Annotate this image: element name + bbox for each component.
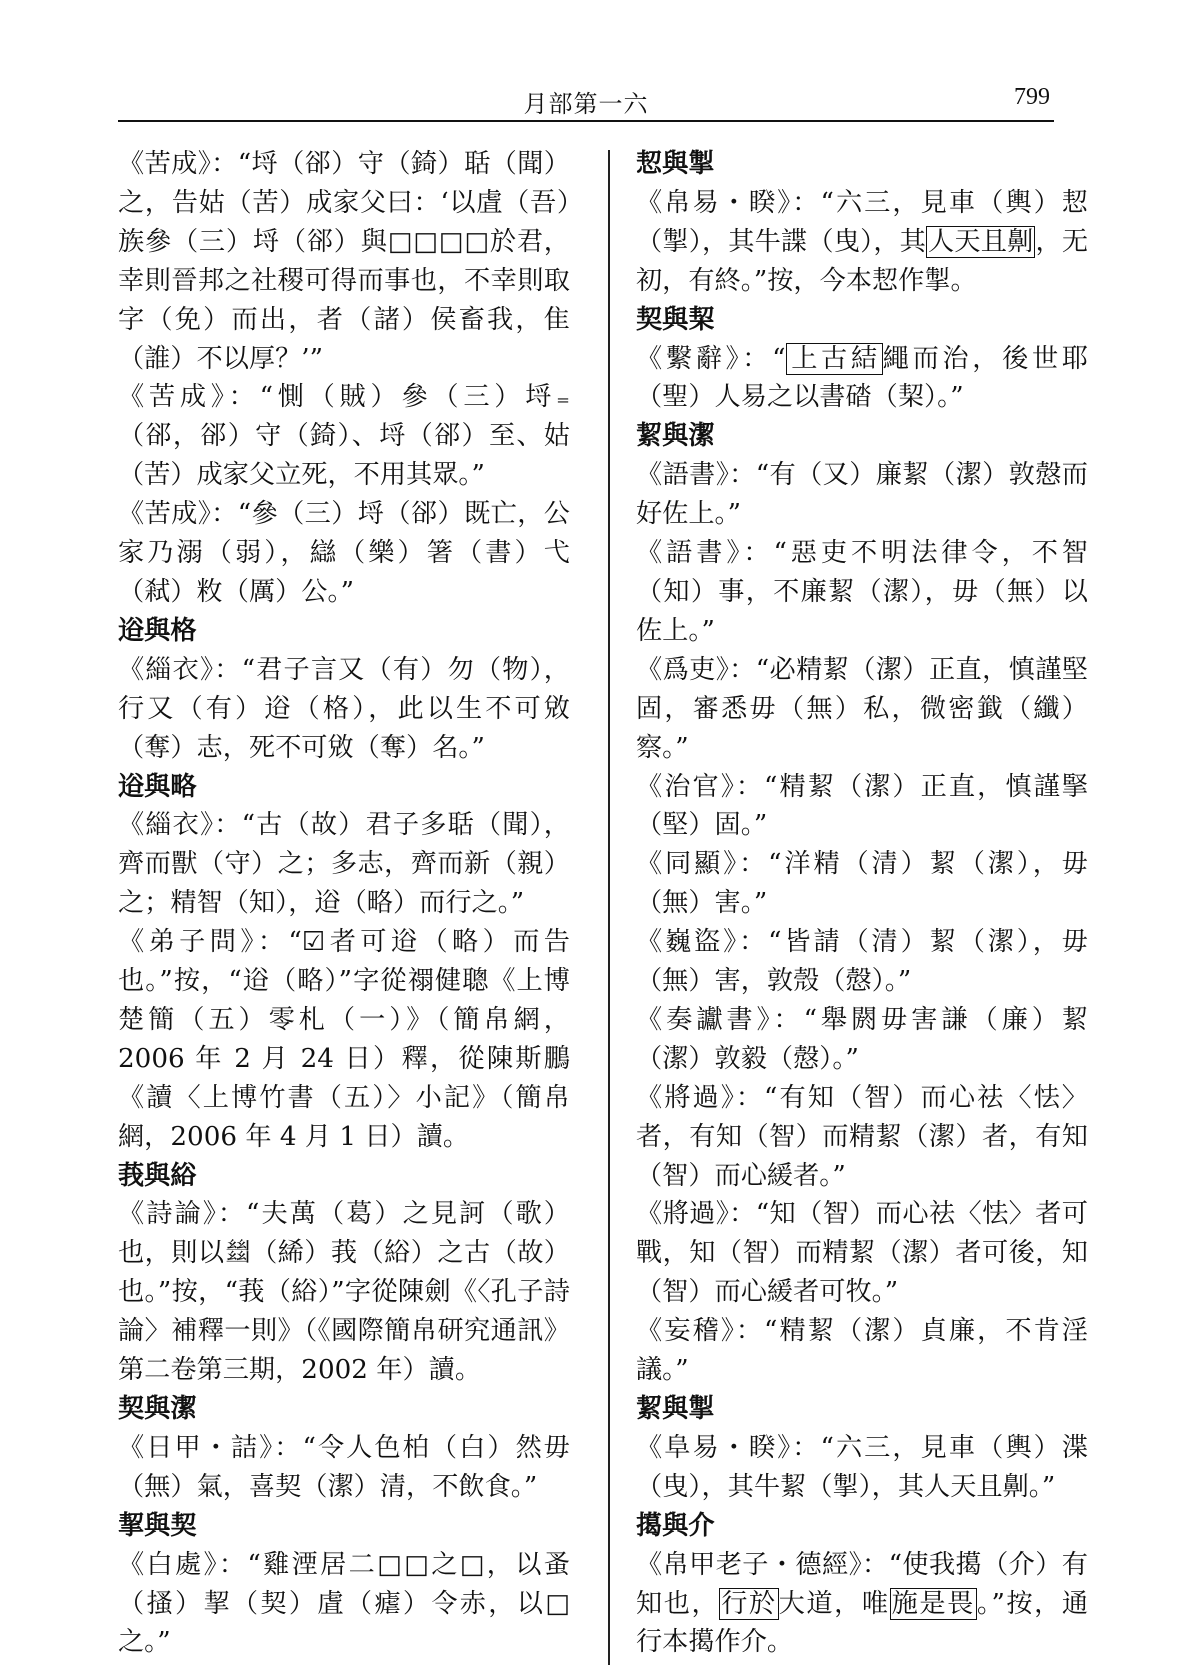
citation-paragraph: 《苦成》：“埒（郤）守（錡）聒（聞）之，告姑（苦）成家父曰：‘以虘（吾）族參（三）埒（郤）與□□□□於君，幸則晉邦之社稷可得而事也，不幸則取字（免）而出，者（諸）侯畜我，隹（誰）不以厚？’” [118, 149, 570, 374]
citation-paragraph: 《治官》：“精絜（潔）正直，慎謹掔（堅）固。” [636, 771, 1088, 841]
text-run: 《帛甲老子・德經》：“使我擖（介）有知也， [636, 1549, 1088, 1619]
text-run: 大道，唯 [778, 1588, 890, 1619]
entry-heading: 契與潔 [118, 1394, 197, 1424]
citation-paragraph [636, 1546, 1088, 1663]
running-title: 月部第一六 [523, 90, 649, 118]
boxed-text: 行於 [721, 1588, 777, 1619]
citation-paragraph [636, 340, 1088, 418]
citation-paragraph: 《妄稽》：“精絜（潔）貞廉，不肯淫議。” [636, 1316, 1088, 1386]
citation-paragraph: 《日甲・詰》：“令人色柏（白）然毋（無）氣，喜契（潔）清，不飲食。” [118, 1432, 570, 1502]
entry-heading: 絜與潔 [636, 421, 715, 452]
citation-paragraph: 《白處》：“雞湮居二□□之□，以蚤（搔）挈（契）虘（瘧）令赤，以□之。” [118, 1549, 570, 1658]
entry-heading: 莪與綌 [118, 1160, 197, 1191]
citation-paragraph: 《阜易・睽》：“六三，見車（輿）渫（曳），其牛絜（掣），其人天且劓。” [636, 1432, 1088, 1502]
citation-paragraph: 《巍盜》：“皆請（清）絜（潔），毋（無）害，敦殼（慤）。” [636, 927, 1088, 997]
right-column [636, 145, 1088, 1662]
text-run: 繩而治，後世耶（聖）人易之以書䂿（栔）。” [636, 343, 1089, 413]
boxed-text: 人天且劓 [928, 226, 1034, 257]
text-run: 《帛易・睽》：“六三，見車（輿）恝（掣），其牛諜（曳），其 [636, 187, 1088, 257]
left-column [118, 145, 570, 1662]
citation-paragraph: 《詩論》：“夫萬（葛）之見訶（歌）也，則以𢇍（絺）莪（綌）之古（故）也。”按，“莪（綌）”字從陳劍《〈孔子詩論〉補釋一則》（《國際簡帛研究通訊》第二卷第三期，2002 年）讀。 [118, 1199, 570, 1386]
boxed-text: 上古結 [787, 343, 881, 374]
citation-paragraph: 《將過》：“有知（智）而心祛〈怯〉者，有知（智）而精絜（潔）者，有知（智）而心緩者。” [636, 1082, 1088, 1191]
citation-paragraph: 《語書》：“有（又）廉絜（潔）敦慤而好佐上。” [636, 460, 1088, 530]
citation-paragraph: 《語書》：“惡吏不明法律令，不智（知）事，不廉絜（潔），毋（無）以佐上。” [636, 538, 1088, 646]
citation-paragraph: 《將過》：“知（智）而心祛〈怯〉者可戰，知（智）而精絜（潔）者可後，知（智）而心緩者可牧。” [636, 1199, 1088, 1308]
column-divider [608, 150, 610, 1665]
page-header [118, 80, 1054, 122]
citation-paragraph [636, 184, 1088, 301]
citation-paragraph: 《爲吏》：“必精絜（潔）正直，慎謹堅固，審悉毋（無）私，微密韱（纖）察。” [636, 654, 1088, 763]
entry-heading: 絜與掣 [636, 1394, 715, 1424]
text-run: 。”按，通行本擖作介。 [636, 1588, 1089, 1658]
boxed-text: 施是畏 [891, 1588, 975, 1619]
citation-paragraph: 《弟子問》：“☑者可逧（略）而告也。”按，“逧（略）”字從禤健聰《上博楚簡（五）零札（一）》（簡帛網，2006 年 2 月 24 日）釋，從陳斯鵬《讀〈上博竹書（五）〉小記》（簡帛網，2006 年 4 月 1 日）讀。 [118, 927, 570, 1152]
text-run: 《繫辭》：“ [636, 343, 786, 374]
page-number: 799 [1014, 84, 1050, 110]
citation-paragraph: 《奏讞書》：“舉閼毋害謙（廉）絜（潔）敦毅（慤）。” [636, 1004, 1088, 1074]
entry-heading: 挈與契 [118, 1510, 197, 1541]
citation-paragraph: 《緇衣》：“古（故）君子多聒（聞），齊而獸（守）之；多志，齊而新（親）之；精智（知），逧（略）而行之。” [118, 810, 570, 919]
citation-paragraph: 《同顯》：“洋精（清）絜（潔），毋（無）害。” [636, 849, 1088, 919]
entry-heading: 逧與略 [118, 771, 197, 802]
entry-heading: 擖與介 [636, 1510, 715, 1541]
entry-heading: 恝與掣 [636, 149, 715, 179]
citation-paragraph: 《苦成》：“參（三）埒（郤）既亡，公家乃溺（弱），䜌（樂）箸（書）弋（弒）敉（厲）公。” [118, 499, 570, 607]
entry-heading: 契與栔 [636, 304, 715, 335]
entry-heading: 逧與格 [118, 615, 197, 646]
text-run: ，无初，有終。”按，今本恝作掣。 [636, 226, 1089, 296]
citation-paragraph: 《緇衣》：“君子言又（有）勿（物），行又（有）逧（格），此以生不可敓（奪）志，死不可敓（奪）名。” [118, 654, 570, 763]
citation-paragraph: 《苦成》：“惻（賊）參（三）埒₌（郤，郤）守（錡）、埒（郤）至、姑（苦）成家父立死，不用其眾。” [118, 382, 570, 491]
